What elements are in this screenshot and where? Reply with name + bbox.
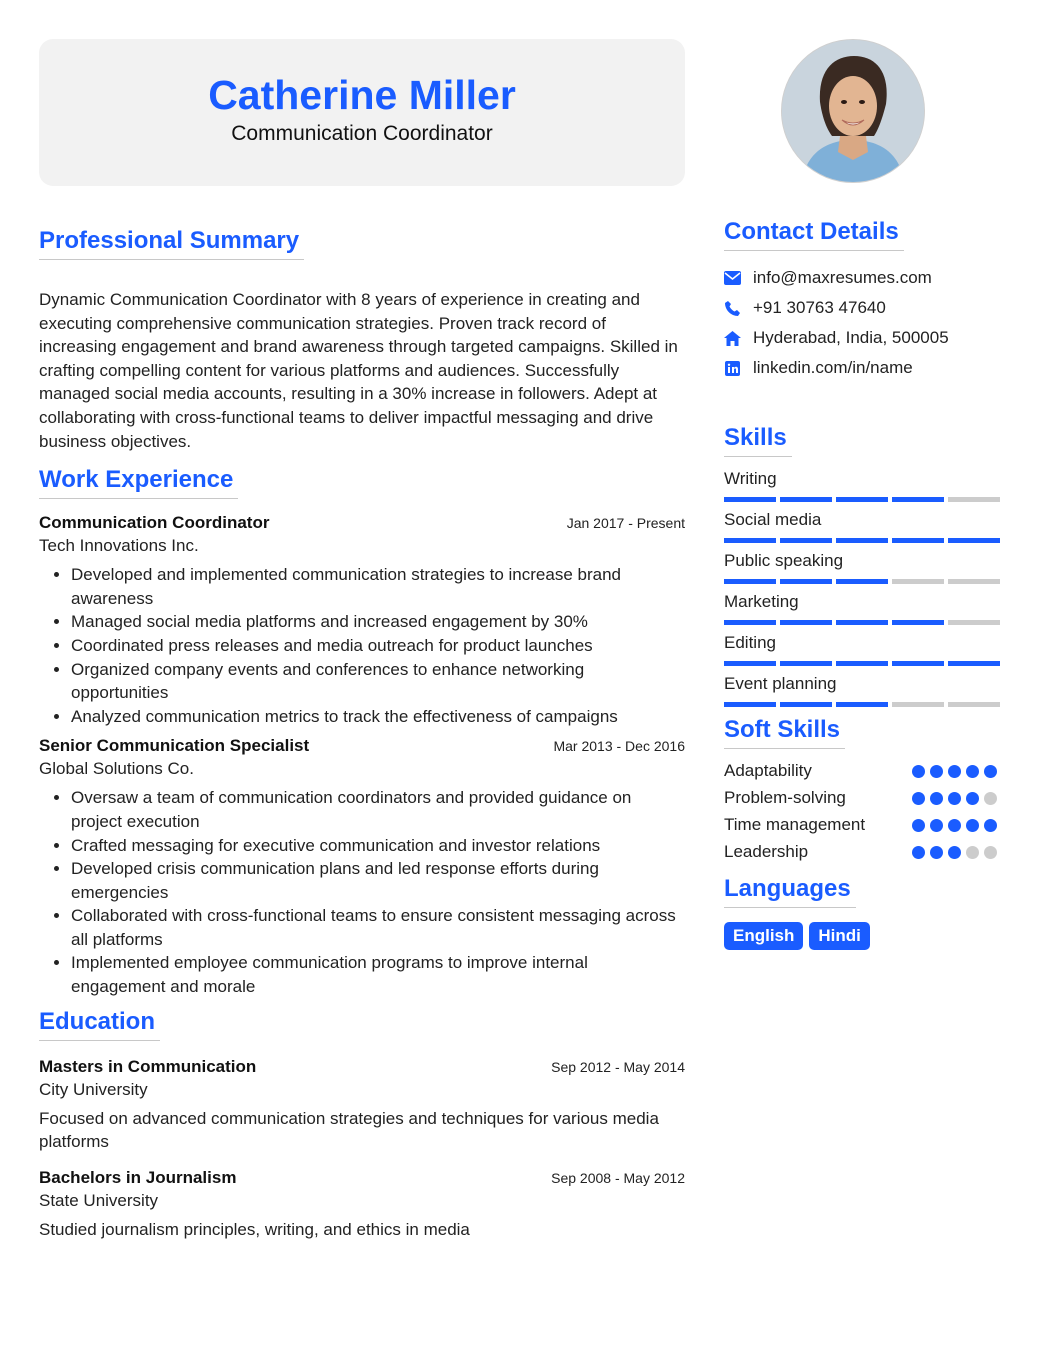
sidebar-column bbox=[724, 39, 1000, 950]
rating-dot bbox=[930, 846, 943, 859]
education-section bbox=[39, 1007, 685, 1242]
rating-dot bbox=[930, 792, 943, 805]
skills-heading: Skills bbox=[724, 423, 792, 457]
soft-skill-rating bbox=[912, 788, 1000, 808]
summary-text: Dynamic Communication Coordinator with 8 years of experience in creating and executing comprehensive communication strategies. Proven track record of increasing engagement and brand awareness through targeted campaigns. Skilled in crafting compelling content for various platforms and audiences. Successfully managed social media accounts, resulting in a 30% increase in followers. Adept at collaborating with cross-functional teams to deliver impactful messaging and drive business objectives. bbox=[39, 290, 678, 451]
skill-level-segment bbox=[724, 497, 776, 502]
rating-dot bbox=[912, 819, 925, 832]
skill-level-segment bbox=[836, 661, 888, 666]
skill-level-segment bbox=[948, 579, 1000, 584]
contact-email[interactable] bbox=[724, 263, 1000, 293]
rating-dot bbox=[984, 846, 997, 859]
soft-skills-section bbox=[724, 715, 1000, 862]
education-heading: Education bbox=[39, 1007, 160, 1041]
soft-skill-name: Time management bbox=[724, 815, 866, 834]
skill-level-segment bbox=[948, 538, 1000, 543]
education-description: Studied journalism principles, writing, and ethics in media bbox=[39, 1219, 470, 1239]
job-bullet: • Analyzed communication metrics to track the effectiveness of campaigns bbox=[71, 705, 685, 729]
job-bullet: • Coordinated press releases and media outreach for product launches bbox=[71, 634, 685, 658]
skill-name: Writing bbox=[724, 469, 777, 488]
skill-name: Social media bbox=[724, 510, 822, 529]
soft-skill-item bbox=[724, 815, 1000, 835]
candidate-title: Communication Coordinator bbox=[231, 122, 493, 145]
education-entry bbox=[39, 1168, 685, 1242]
skill-name: Marketing bbox=[724, 592, 799, 611]
skill-item bbox=[724, 672, 1000, 707]
profile-photo bbox=[781, 39, 925, 183]
skill-level-segment bbox=[892, 661, 944, 666]
contact-section bbox=[724, 217, 1000, 383]
rating-dot bbox=[930, 765, 943, 778]
rating-dot bbox=[912, 765, 925, 778]
skill-level-segment bbox=[780, 620, 832, 625]
education-date: Sep 2008 - May 2012 bbox=[551, 1169, 685, 1186]
skill-level-segment bbox=[948, 497, 1000, 502]
skill-name: Event planning bbox=[724, 674, 837, 693]
soft-skill-item bbox=[724, 788, 1000, 808]
degree: Masters in Communication bbox=[39, 1056, 257, 1076]
phone-icon bbox=[724, 300, 741, 317]
skill-level-segment bbox=[892, 538, 944, 543]
job-date: Mar 2013 - Dec 2016 bbox=[553, 738, 685, 755]
candidate-name: Catherine Miller bbox=[208, 72, 516, 118]
skill-item bbox=[724, 508, 1000, 543]
skill-level-bar bbox=[724, 620, 1000, 625]
skill-level-segment bbox=[724, 702, 776, 707]
skill-level-segment bbox=[892, 620, 944, 625]
soft-skill-rating bbox=[912, 842, 1000, 862]
skill-level-segment bbox=[724, 538, 776, 543]
education-entry bbox=[39, 1057, 685, 1154]
skill-name: Public speaking bbox=[724, 551, 844, 570]
job-bullet: • Managed social media platforms and increased engagement by 30% bbox=[71, 610, 685, 634]
soft-skills-list bbox=[724, 761, 1000, 862]
language-badge: Hindi bbox=[809, 922, 870, 950]
rating-dot bbox=[966, 819, 979, 832]
education-date: Sep 2012 - May 2014 bbox=[551, 1058, 685, 1075]
skill-level-segment bbox=[780, 702, 832, 707]
skill-level-bar bbox=[724, 579, 1000, 584]
soft-skill-name: Leadership bbox=[724, 842, 809, 861]
skill-level-segment bbox=[836, 538, 888, 543]
rating-dot bbox=[948, 846, 961, 859]
skill-level-bar bbox=[724, 702, 1000, 707]
contact-address bbox=[724, 323, 1000, 353]
job-bullets bbox=[39, 563, 685, 728]
soft-skill-name: Problem-solving bbox=[724, 788, 846, 807]
skill-level-segment bbox=[780, 661, 832, 666]
skill-level-segment bbox=[892, 702, 944, 707]
experience-heading: Work Experience bbox=[39, 465, 238, 499]
skill-item bbox=[724, 467, 1000, 502]
skill-level-segment bbox=[780, 497, 832, 502]
skill-level-bar bbox=[724, 538, 1000, 543]
degree: Bachelors in Journalism bbox=[39, 1167, 237, 1187]
language-badge: English bbox=[724, 922, 803, 950]
job-bullet: • Oversaw a team of communication coordinators and provided guidance on project execution bbox=[71, 786, 685, 833]
contact-heading: Contact Details bbox=[724, 217, 904, 251]
rating-dot bbox=[930, 819, 943, 832]
skill-level-segment bbox=[780, 579, 832, 584]
main-column bbox=[39, 39, 685, 1241]
skill-level-segment bbox=[724, 661, 776, 666]
skill-level-bar bbox=[724, 497, 1000, 502]
skill-level-segment bbox=[836, 579, 888, 584]
skill-level-segment bbox=[836, 497, 888, 502]
skill-level-segment bbox=[948, 702, 1000, 707]
contact-linkedin-text: linkedin.com/in/name bbox=[753, 358, 913, 377]
job-company: Global Solutions Co. bbox=[39, 759, 194, 779]
rating-dot bbox=[966, 846, 979, 859]
rating-dot bbox=[984, 765, 997, 778]
rating-dot bbox=[948, 765, 961, 778]
skill-level-segment bbox=[948, 661, 1000, 666]
summary-heading: Professional Summary bbox=[39, 226, 304, 260]
skills-list bbox=[724, 467, 1000, 707]
languages-section bbox=[724, 874, 1000, 950]
skill-level-segment bbox=[836, 620, 888, 625]
skill-item bbox=[724, 631, 1000, 666]
home-icon bbox=[724, 330, 741, 347]
skill-level-segment bbox=[948, 620, 1000, 625]
job-role: Communication Coordinator bbox=[39, 513, 270, 533]
job-bullet: • Developed and implemented communication strategies to increase brand awareness bbox=[71, 563, 685, 610]
skill-level-segment bbox=[780, 538, 832, 543]
envelope-icon bbox=[724, 270, 741, 287]
skill-item bbox=[724, 549, 1000, 584]
job-entry bbox=[39, 513, 685, 728]
skill-level-segment bbox=[892, 497, 944, 502]
soft-skills-heading: Soft Skills bbox=[724, 715, 845, 749]
skill-level-segment bbox=[892, 579, 944, 584]
skill-level-segment bbox=[724, 579, 776, 584]
job-role: Senior Communication Specialist bbox=[39, 736, 310, 756]
contact-linkedin[interactable] bbox=[724, 353, 1000, 383]
rating-dot bbox=[984, 792, 997, 805]
experience-section bbox=[39, 465, 685, 999]
linkedin-icon bbox=[724, 360, 741, 377]
job-bullet: • Developed crisis communication plans and led response efforts during emergencies bbox=[71, 857, 685, 904]
job-bullet: • Crafted messaging for executive communication and investor relations bbox=[71, 834, 685, 858]
rating-dot bbox=[948, 819, 961, 832]
rating-dot bbox=[912, 792, 925, 805]
job-entry bbox=[39, 736, 685, 998]
job-date: Jan 2017 - Present bbox=[566, 515, 685, 532]
soft-skill-item bbox=[724, 761, 1000, 781]
job-bullet: • Collaborated with cross-functional teams to ensure consistent messaging across all platforms bbox=[71, 904, 685, 951]
soft-skill-rating bbox=[912, 815, 1000, 835]
rating-dot bbox=[984, 819, 997, 832]
contact-phone[interactable] bbox=[724, 293, 1000, 323]
contact-email-text: info@maxresumes.com bbox=[753, 268, 932, 287]
skills-section bbox=[724, 423, 1000, 707]
contact-address-text: Hyderabad, India, 500005 bbox=[753, 328, 949, 347]
skill-level-segment bbox=[724, 620, 776, 625]
school: City University bbox=[39, 1079, 148, 1099]
soft-skill-rating bbox=[912, 761, 1000, 781]
skill-item bbox=[724, 590, 1000, 625]
soft-skill-name: Adaptability bbox=[724, 761, 812, 780]
education-description: Focused on advanced communication strategies and techniques for various media platforms bbox=[39, 1108, 659, 1152]
rating-dot bbox=[948, 792, 961, 805]
job-bullet: • Organized company events and conferences to enhance networking opportunities bbox=[71, 658, 685, 705]
rating-dot bbox=[912, 846, 925, 859]
resume-header bbox=[39, 39, 685, 186]
soft-skill-item bbox=[724, 842, 1000, 862]
skill-name: Editing bbox=[724, 633, 776, 652]
skill-level-segment bbox=[836, 702, 888, 707]
school: State University bbox=[39, 1190, 159, 1210]
languages-heading: Languages bbox=[724, 874, 856, 908]
job-bullet: • Implemented employee communication programs to improve internal engagement and morale bbox=[71, 951, 685, 998]
rating-dot bbox=[966, 765, 979, 778]
contact-phone-text: +91 30763 47640 bbox=[753, 298, 886, 317]
profile-photo-image bbox=[782, 40, 924, 182]
skill-level-bar bbox=[724, 661, 1000, 666]
rating-dot bbox=[966, 792, 979, 805]
job-bullets bbox=[39, 786, 685, 998]
languages-list bbox=[724, 922, 1000, 950]
job-company: Tech Innovations Inc. bbox=[39, 536, 199, 556]
summary-section bbox=[39, 226, 685, 453]
